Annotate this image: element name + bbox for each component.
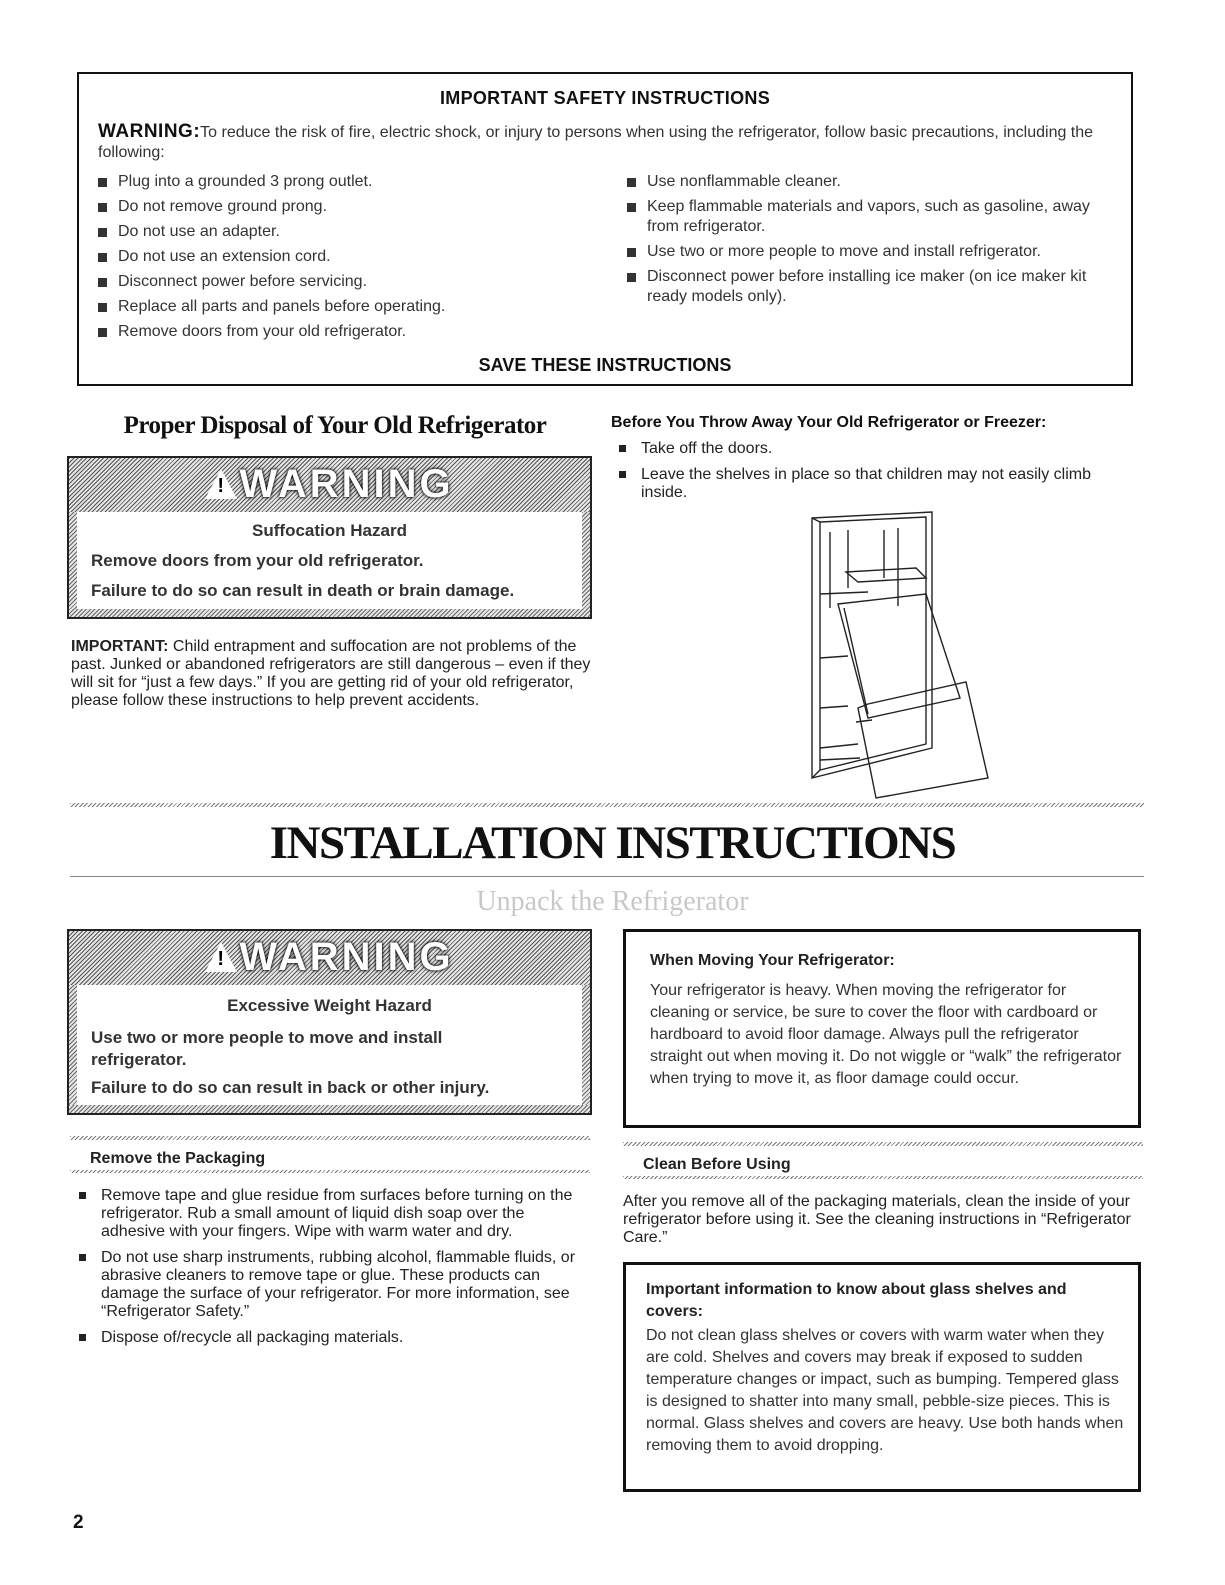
list-item: Keep flammable materials and vapors, such as gasoline, away from refrigerator.	[627, 197, 1117, 237]
warning-banner-text: WARNING	[239, 935, 454, 979]
list-item: Do not remove ground prong.	[98, 197, 578, 217]
hazard-line-2: Failure to do so can result in back or other injury.	[91, 1078, 490, 1097]
unpack-heading: Unpack the Refrigerator	[476, 886, 749, 917]
safety-list-left	[98, 172, 578, 347]
refrigerator-illustration	[808, 508, 998, 800]
list-item: Disconnect power before installing ice maker (on ice maker kit ready models only).	[627, 267, 1117, 307]
list-item: Use nonflammable cleaner.	[627, 172, 1117, 192]
safety-title: IMPORTANT SAFETY INSTRUCTIONS	[439, 88, 771, 108]
moving-box	[623, 929, 1141, 1128]
section-divider	[623, 1142, 1143, 1146]
warning-banner	[69, 458, 590, 512]
list-item: Remove doors from your old refrigerator.	[98, 322, 578, 342]
suffocation-warning-box	[67, 456, 592, 619]
list-item: Plug into a grounded 3 prong outlet.	[98, 172, 578, 192]
glass-text: Do not clean glass shelves or covers with warm water when they are cold. Shelves and covers may break if exposed to sudden temperature changes or impact, such as bumping. Tempered glass is designed to shatter into many small, pebble-size pieces. This is normal. Glass shelves and covers are heavy. Use both hands when removing them to avoid dropping.	[646, 1327, 1124, 1454]
warning-label: WARNING:	[98, 121, 201, 142]
list-item: Do not use an extension cord.	[98, 247, 578, 267]
list-item: Do not use sharp instruments, rubbing alcohol, flammable fluids, or abrasive cleaners to remove tape or glue. These products can damage the surface of your refrigerator. For more information, see “Refrigerator Safety.”	[71, 1249, 581, 1321]
save-instructions: SAVE THESE INSTRUCTIONS	[478, 355, 732, 375]
glass-heading: Important information to know about glass shelves and covers:	[646, 1281, 1067, 1320]
section-divider	[70, 803, 1144, 807]
list-item: Remove tape and glue residue from surfaces before turning on the refrigerator. Rub a small amount of liquid dish soap over the adhesive with your fingers. Wipe with warm water and dry.	[71, 1187, 581, 1241]
list-item: Replace all parts and panels before operating.	[98, 297, 578, 317]
heading-rule	[70, 876, 1144, 877]
section-divider	[70, 1170, 590, 1173]
page-number: 2	[73, 1512, 84, 1533]
glass-info-box	[623, 1262, 1141, 1492]
before-heading: Before You Throw Away Your Old Refrigerator or Freezer:	[611, 414, 1047, 431]
warning-triangle-icon	[205, 942, 237, 972]
hazard-line-1: Remove doors from your old refrigerator.	[91, 551, 424, 570]
disposal-heading: Proper Disposal of Your Old Refrigerator	[123, 412, 547, 439]
list-item: Disconnect power before servicing.	[98, 272, 578, 292]
packaging-heading: Remove the Packaging	[90, 1150, 266, 1167]
safety-warning	[98, 122, 1118, 163]
list-item: Dispose of/recycle all packaging materials.	[71, 1329, 581, 1347]
safety-list-right	[627, 172, 1117, 312]
warning-banner-text: WARNING	[239, 462, 454, 506]
list-item: Leave the shelves in place so that children may not easily climb inside.	[611, 466, 1131, 502]
before-list	[611, 440, 1131, 510]
warning-triangle-icon	[205, 469, 237, 499]
hazard-name: Suffocation Hazard	[252, 521, 407, 540]
list-item: Do not use an adapter.	[98, 222, 578, 242]
moving-heading: When Moving Your Refrigerator:	[650, 952, 895, 969]
hazard-line-1: Use two or more people to move and install refrigerator.	[91, 1028, 443, 1069]
list-item: Use two or more people to move and install refrigerator.	[627, 242, 1117, 262]
hazard-line-2: Failure to do so can result in death or brain damage.	[91, 581, 515, 600]
installation-heading: INSTALLATION INSTRUCTIONS	[269, 817, 956, 869]
moving-text: Your refrigerator is heavy. When moving the refrigerator for cleaning or service, be sure to cover the floor with cardboard or hardboard to avoid floor damage. Always pull the refrigerator straight out when moving it. Do not wiggle or “walk” the refrigerator when trying to move it, as floor damage could occur.	[650, 982, 1122, 1087]
list-item: Take off the doors.	[611, 440, 1131, 458]
important-label: IMPORTANT:	[71, 638, 169, 655]
important-text: Child entrapment and suffocation are not problems of the past. Junked or abandoned refrigerators are still dangerous – even if they will sit for “just a few days.” If you are getting rid of your old refrigerator, please follow these instructions to help prevent accidents.	[71, 638, 591, 709]
weight-warning-box	[67, 929, 592, 1115]
clean-heading: Clean Before Using	[643, 1156, 791, 1173]
section-divider	[623, 1176, 1143, 1179]
clean-text: After you remove all of the packaging materials, clean the inside of your refrigerator before using it. See the cleaning instructions in “Refrigerator Care.”	[623, 1193, 1131, 1246]
warning-text: To reduce the risk of fire, electric shock, or injury to persons when using the refrigerator, follow basic precautions, including the following:	[98, 124, 1094, 161]
hazard-name: Excessive Weight Hazard	[227, 996, 432, 1015]
section-divider	[70, 1136, 590, 1140]
packaging-list	[71, 1187, 581, 1355]
important-paragraph	[71, 638, 591, 710]
warning-banner	[69, 931, 590, 985]
